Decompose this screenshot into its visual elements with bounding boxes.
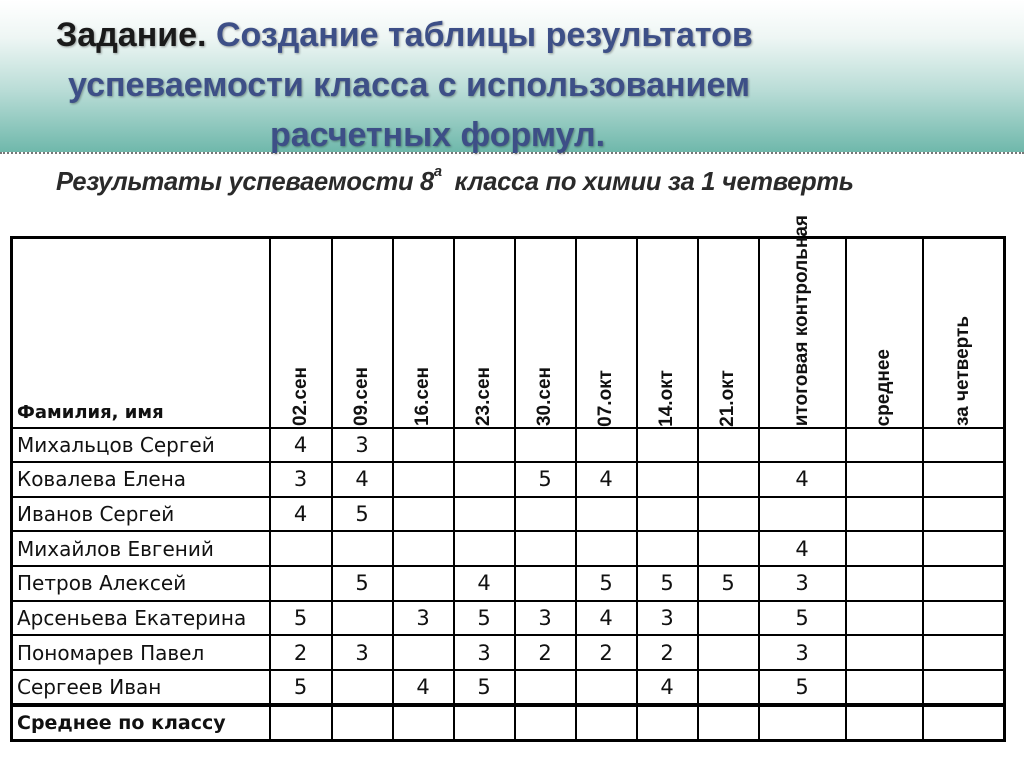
grade-cell: 5 — [270, 601, 332, 636]
column-header — [576, 238, 637, 428]
grade-cell — [332, 601, 393, 636]
grade-cell — [923, 531, 1005, 566]
grade-cell — [846, 635, 923, 670]
grade-cell: 5 — [515, 462, 576, 497]
class-average-cell — [332, 705, 393, 741]
column-header-label: 23.сен — [473, 367, 494, 427]
student-row — [12, 462, 1005, 497]
grade-cell — [923, 670, 1005, 705]
column-header — [393, 238, 454, 428]
column-header-label: за четверть — [952, 316, 974, 427]
class-average-row — [12, 705, 1005, 741]
grades-table — [10, 215, 1006, 742]
column-header-wrap — [333, 241, 392, 427]
student-name: Михайлов Евгений — [12, 531, 270, 566]
grade-cell — [923, 601, 1005, 636]
grade-cell: 4 — [576, 462, 637, 497]
grade-cell — [698, 462, 759, 497]
student-name: Иванов Сергей — [12, 497, 270, 532]
column-header-wrap — [271, 241, 331, 427]
grade-cell: 5 — [270, 670, 332, 705]
header-row — [12, 238, 1005, 428]
grade-cell — [698, 428, 759, 463]
class-average-cell — [576, 705, 637, 741]
table-caption — [56, 163, 977, 197]
grade-cell: 5 — [759, 670, 846, 705]
column-header-wrap — [847, 241, 922, 427]
title-line-2: успеваемости класса с использованием — [68, 66, 751, 104]
grade-cell: 5 — [454, 601, 515, 636]
title-text-1: Создание таблицы результатов — [206, 16, 753, 54]
class-average-cell — [393, 705, 454, 741]
student-row — [12, 428, 1005, 463]
grade-cell: 3 — [759, 635, 846, 670]
column-header-label: итоговая контрольная — [791, 215, 812, 427]
grade-cell — [270, 566, 332, 601]
grade-cell: 5 — [698, 566, 759, 601]
grade-cell: 4 — [759, 462, 846, 497]
grade-cell: 4 — [454, 566, 515, 601]
column-header-label: 07.окт — [595, 369, 616, 427]
grade-cell — [698, 635, 759, 670]
grade-cell — [393, 566, 454, 601]
grade-cell — [270, 531, 332, 566]
grade-cell — [846, 428, 923, 463]
column-header-label: 09.сен — [351, 367, 372, 427]
grade-cell: 5 — [576, 566, 637, 601]
column-header-wrap — [516, 241, 575, 427]
column-header-label: 21.окт — [717, 369, 738, 427]
caption-superscript: а — [433, 163, 442, 181]
grade-cell — [637, 497, 698, 532]
column-header-label: среднее — [873, 349, 894, 427]
grade-cell: 3 — [454, 635, 515, 670]
student-row — [12, 531, 1005, 566]
class-average-cell — [515, 705, 576, 741]
grade-cell — [332, 531, 393, 566]
student-name: Арсеньева Екатерина — [12, 601, 270, 636]
column-header-wrap — [638, 241, 697, 427]
grade-cell: 4 — [637, 670, 698, 705]
class-average-cell — [454, 705, 515, 741]
grade-cell — [515, 497, 576, 532]
grade-cell: 2 — [576, 635, 637, 670]
caption-text-pre: Результаты успеваемости 8 — [56, 166, 434, 196]
grade-cell — [759, 497, 846, 532]
grade-cell — [454, 462, 515, 497]
grade-cell — [515, 566, 576, 601]
grade-cell — [393, 531, 454, 566]
grade-cell — [698, 497, 759, 532]
column-header — [515, 238, 576, 428]
grade-cell — [846, 601, 923, 636]
student-row — [12, 635, 1005, 670]
grade-cell: 3 — [759, 566, 846, 601]
grade-cell — [698, 601, 759, 636]
slide-title — [56, 10, 956, 160]
column-header-wrap — [455, 241, 514, 427]
grade-cell — [759, 428, 846, 463]
grade-cell — [923, 635, 1005, 670]
grade-cell — [576, 428, 637, 463]
student-name: Петров Алексей — [12, 566, 270, 601]
grade-cell — [454, 428, 515, 463]
column-header-label: 30.сен — [534, 367, 555, 427]
column-header — [846, 238, 923, 428]
grade-cell: 4 — [332, 462, 393, 497]
grade-cell — [393, 635, 454, 670]
grade-cell — [576, 670, 637, 705]
student-name: Ковалева Елена — [12, 462, 270, 497]
grade-cell — [393, 497, 454, 532]
student-name: Сергеев Иван — [12, 670, 270, 705]
name-column-header: Фамилия, имя — [12, 238, 270, 428]
class-average-cell — [923, 705, 1005, 741]
grade-cell — [515, 531, 576, 566]
grade-cell — [846, 497, 923, 532]
column-header — [637, 238, 698, 428]
grade-cell — [698, 670, 759, 705]
grade-cell — [454, 497, 515, 532]
grade-cell: 5 — [332, 497, 393, 532]
grade-cell — [698, 531, 759, 566]
title-line-3: расчетных формул. — [270, 116, 606, 154]
grade-cell — [637, 462, 698, 497]
column-header — [454, 238, 515, 428]
grade-cell: 4 — [270, 497, 332, 532]
column-header-wrap — [577, 241, 636, 427]
grade-cell: 3 — [332, 428, 393, 463]
grade-cell: 3 — [332, 635, 393, 670]
grade-cell — [576, 497, 637, 532]
grade-cell: 2 — [637, 635, 698, 670]
grade-cell: 5 — [332, 566, 393, 601]
column-header-wrap — [699, 241, 758, 427]
student-row — [12, 497, 1005, 532]
grade-cell: 4 — [576, 601, 637, 636]
grade-cell — [637, 428, 698, 463]
column-header-wrap — [394, 241, 453, 427]
class-average-cell — [637, 705, 698, 741]
grade-cell: 2 — [270, 635, 332, 670]
student-name: Михальцов Сергей — [12, 428, 270, 463]
title-line-1 — [56, 10, 956, 60]
student-name: Пономарев Павел — [12, 635, 270, 670]
grade-cell: 2 — [515, 635, 576, 670]
column-header — [923, 238, 1005, 428]
grade-cell: 3 — [270, 462, 332, 497]
grade-cell: 4 — [270, 428, 332, 463]
grade-cell — [515, 670, 576, 705]
grade-cell: 5 — [759, 601, 846, 636]
grade-cell — [923, 497, 1005, 532]
grade-cell — [846, 566, 923, 601]
grade-cell: 3 — [515, 601, 576, 636]
student-row — [12, 601, 1005, 636]
grade-cell — [846, 670, 923, 705]
caption-text-post: класса по химии за 1 четверть — [454, 166, 854, 196]
grade-cell — [923, 428, 1005, 463]
grade-cell — [637, 531, 698, 566]
column-header-label: 02.сен — [289, 367, 311, 427]
column-header — [759, 215, 846, 428]
grade-cell — [576, 531, 637, 566]
class-average-cell — [698, 705, 759, 741]
column-header-wrap — [760, 215, 845, 427]
grade-cell: 4 — [393, 670, 454, 705]
student-row — [12, 566, 1005, 601]
student-row — [12, 670, 1005, 705]
grade-cell: 5 — [637, 566, 698, 601]
grade-cell — [846, 531, 923, 566]
table-body — [12, 428, 1005, 705]
column-header-wrap — [924, 241, 1004, 427]
grade-cell — [332, 670, 393, 705]
grade-cell — [515, 428, 576, 463]
column-header-label: 14.окт — [656, 369, 677, 427]
grade-cell — [923, 462, 1005, 497]
class-average-cell — [270, 705, 332, 741]
grade-cell — [393, 428, 454, 463]
class-average-cell — [759, 705, 846, 741]
grade-cell: 4 — [759, 531, 846, 566]
grade-cell — [923, 566, 1005, 601]
column-header-label: 16.сен — [412, 367, 433, 427]
grade-cell: 3 — [637, 601, 698, 636]
class-average-label: Среднее по классу — [12, 705, 270, 741]
column-header — [698, 238, 759, 428]
grade-cell — [454, 531, 515, 566]
grade-cell — [393, 462, 454, 497]
title-label: Задание. — [56, 16, 207, 54]
grade-cell: 3 — [393, 601, 454, 636]
grade-cell: 5 — [454, 670, 515, 705]
class-average-cell — [846, 705, 923, 741]
column-header — [270, 238, 332, 428]
grade-cell — [846, 462, 923, 497]
column-header — [332, 238, 393, 428]
